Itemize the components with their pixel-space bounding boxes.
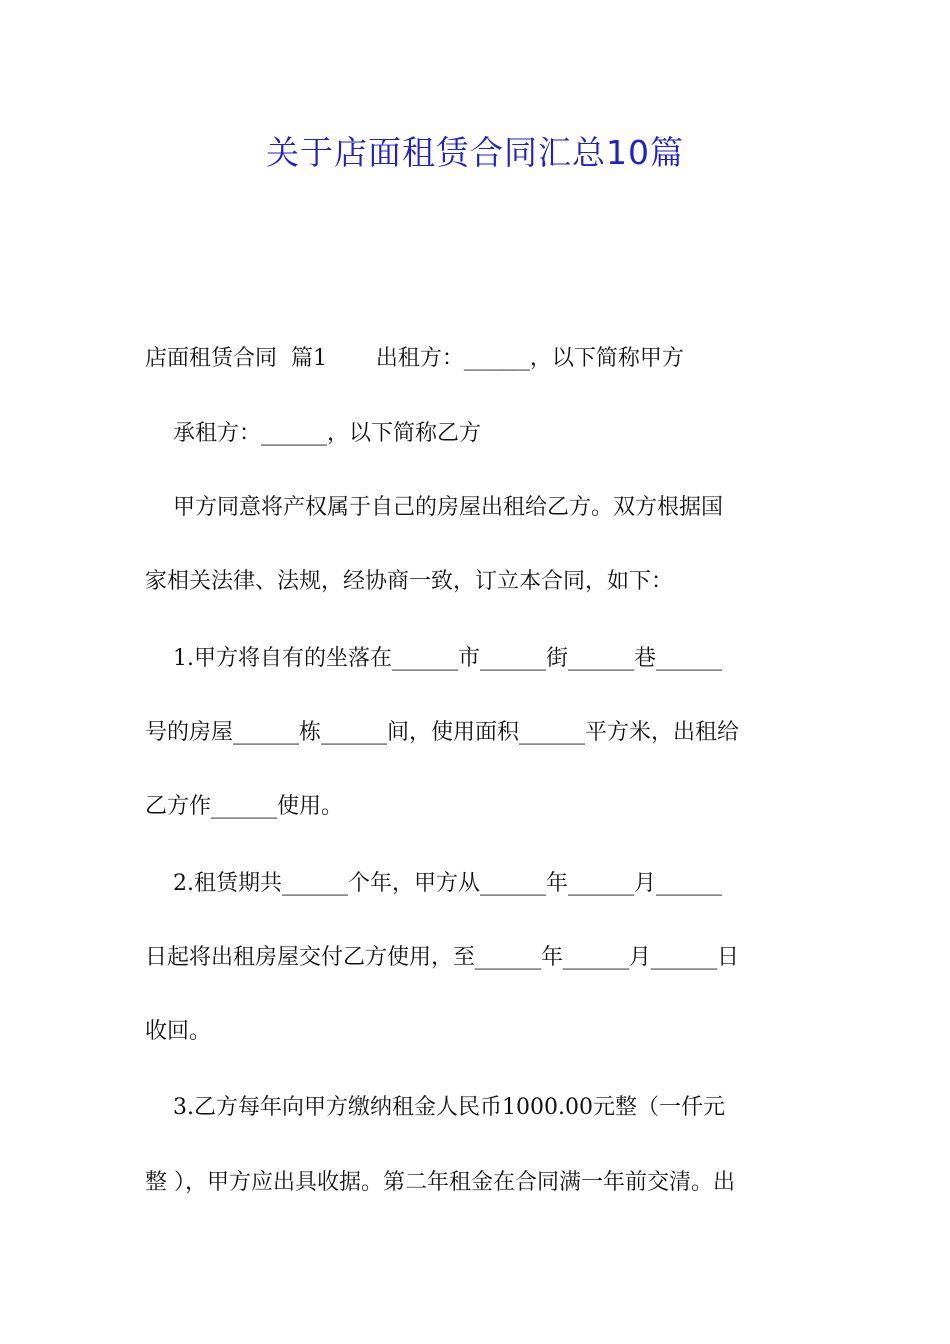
document-title: 关于店面租赁合同汇总10篇 — [266, 133, 684, 172]
text-line: 号的房屋______栋______间，使用面积______平方米，出租给 — [145, 720, 740, 745]
text-line: 店面租赁合同 篇1 出租方：______，以下简称甲方 — [145, 346, 684, 371]
text-line: 整 ），甲方应出具收据。第二年租金在合同满一年前交清。出 — [145, 1170, 735, 1195]
text-line: 1.甲方将自有的坐落在______市______街______巷______ — [145, 646, 722, 671]
text-line: 乙方作______使用。 — [145, 794, 344, 819]
text-line: 日起将出租房屋交付乙方使用，至______年______月______日 — [145, 945, 740, 970]
text-line: 承租方：______，以下简称乙方 — [145, 421, 481, 446]
text-line: 家相关法律、法规，经协商一致，订立本合同，如下： — [145, 569, 674, 594]
text-line: 2.租赁期共______个年，甲方从______年______月______ — [145, 871, 722, 896]
text-line: 3.乙方每年向甲方缴纳租金人民币1000.00元整（一仟元 — [145, 1095, 725, 1120]
text-line: 甲方同意将产权属于自己的房屋出租给乙方。双方根据国 — [145, 495, 723, 520]
text-line: 收回。 — [145, 1019, 212, 1044]
